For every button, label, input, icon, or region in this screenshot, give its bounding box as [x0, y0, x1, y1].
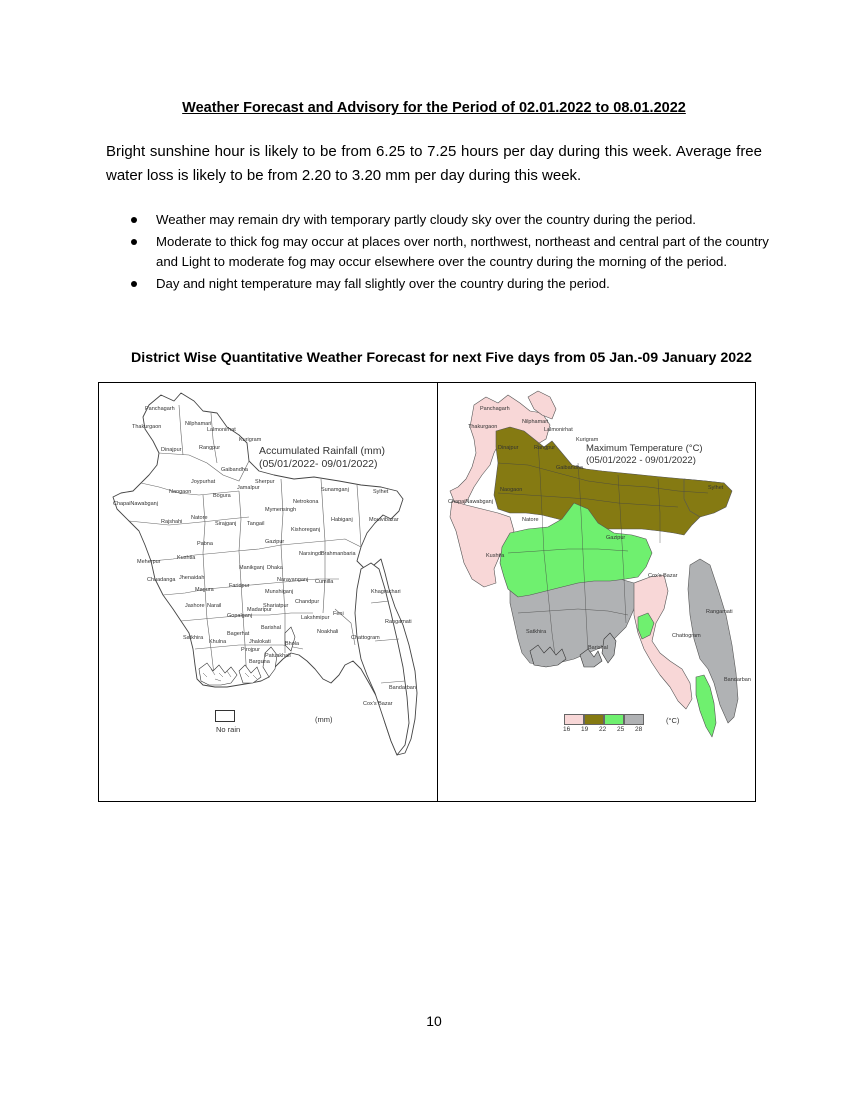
- district-label: Joypurhat: [191, 479, 216, 485]
- temperature-legend-tick: 28: [635, 726, 643, 733]
- page-number: 10: [426, 1013, 442, 1029]
- district-label: Madaripur: [247, 607, 272, 613]
- district-label: Chandpur: [295, 599, 320, 605]
- district-label: Jamalpur: [237, 485, 260, 491]
- temperature-legend-swatch: [624, 714, 644, 725]
- district-label: Shariatpur: [263, 603, 289, 609]
- page-title: Weather Forecast and Advisory for the Period of 02.01.2022 to 08.01.2022: [182, 100, 686, 116]
- district-label: Jhalokati: [249, 639, 271, 645]
- district-label: Khulna: [209, 639, 227, 645]
- rainfall-map-title-line2: (05/01/2022- 09/01/2022): [259, 458, 378, 470]
- temperature-unit-label: (°C): [666, 716, 680, 725]
- district-label: Cox's Bazar: [363, 701, 393, 707]
- district-label: Kushtia: [486, 553, 505, 559]
- district-label: Munshiganj: [265, 589, 294, 595]
- district-label: Rangamati: [706, 609, 733, 615]
- district-label: Dinajpur: [161, 447, 182, 453]
- district-label: Naogaon: [500, 487, 523, 493]
- temperature-map-title: [586, 443, 703, 467]
- district-label: Pirojpur: [241, 647, 260, 653]
- district-label: Lakshmipur: [301, 615, 330, 621]
- district-label: Chattogram: [672, 633, 701, 639]
- forecast-map-table: [98, 382, 756, 802]
- district-label: Feni: [333, 611, 344, 617]
- district-label: Sherpur: [255, 479, 275, 485]
- district-label: Kurigram: [576, 437, 599, 443]
- district-label: Tangail: [247, 521, 265, 527]
- district-label: Manikganj: [239, 565, 265, 571]
- district-label: Gaibandha: [221, 467, 248, 473]
- district-label: Narsingdi: [299, 551, 323, 557]
- district-label: Gazipur: [606, 535, 626, 541]
- advisory-text: Weather may remain dry with temporary partly cloudy sky over the country during the period.: [156, 212, 696, 227]
- district-label: Sylhet: [708, 485, 724, 491]
- temperature-map-title-line1: Maximum Temperature (°C): [586, 443, 703, 454]
- district-label: ChapaiNawabganj: [448, 499, 493, 505]
- district-label: Satkhira: [526, 629, 547, 635]
- temperature-map-title-line2: (05/01/2022 - 09/01/2022): [586, 455, 696, 466]
- no-rain-legend-label: No rain: [216, 725, 241, 734]
- district-label: Natore: [191, 515, 208, 521]
- district-label: Meherpur: [137, 559, 161, 565]
- section-title: District Wise Quantitative Weather Forecast for next Five days from 05 Jan.-09 January 2022: [131, 350, 752, 366]
- district-label: Cumilla: [315, 579, 334, 585]
- district-label: Sunamganj: [321, 487, 349, 493]
- district-label: Natore: [522, 517, 539, 523]
- temperature-legend-tick: 16: [563, 726, 571, 733]
- district-label: Narail: [207, 603, 222, 609]
- district-label: Satkhira: [183, 635, 204, 641]
- district-label: Kishoreganj: [291, 527, 321, 533]
- intro-paragraph: Bright sunshine hour is likely to be from 6.25 to 7.25 hours per day during this week. Average free water loss is likely to be from 2.20 to 3.20 mm per day during this week.: [106, 143, 762, 184]
- district-label: Rangpur: [199, 445, 221, 451]
- rainfall-unit-label: (mm): [315, 715, 333, 724]
- district-label: Chattogram: [351, 635, 380, 641]
- district-label: Kushtia: [177, 555, 196, 561]
- district-label: Gaibandha: [556, 465, 583, 471]
- district-label: Gazipur: [265, 539, 285, 545]
- district-label: Habiganj: [331, 517, 353, 523]
- district-label: Bagerhat: [227, 631, 250, 637]
- advisory-text: Day and night temperature may fall slightly over the country during the period.: [156, 276, 610, 291]
- district-label: Nilphamari: [185, 421, 212, 427]
- district-label: Kurigram: [239, 437, 262, 443]
- advisory-list: [130, 210, 780, 296]
- district-label: Patuakhali: [265, 653, 291, 659]
- district-label: Rajshahi: [161, 519, 183, 525]
- advisory-item: [130, 210, 780, 230]
- temp-region-green: [696, 675, 716, 737]
- temperature-legend-tick: 22: [599, 726, 607, 733]
- district-label: Thakurgaon: [468, 424, 498, 430]
- temperature-legend-tick: 25: [617, 726, 625, 733]
- temperature-legend: [564, 714, 644, 725]
- district-label: Mymensingh: [265, 507, 297, 513]
- advisory-text: Moderate to thick fog may occur at places over north, northwest, northeast and central part of the country and Light to moderate fog may occur elsewhere over the country during the morning of the period.: [156, 234, 769, 269]
- district-label: Bogura: [213, 493, 231, 499]
- district-label: Thakurgaon: [132, 424, 162, 430]
- district-label: Panchagarh: [480, 406, 510, 412]
- district-label: Lalmonirhat: [207, 427, 236, 433]
- district-label: Lalmonirhat: [544, 427, 573, 433]
- temperature-legend-ticks: [560, 726, 650, 736]
- district-label: Magura: [195, 587, 214, 593]
- no-rain-legend-swatch: [215, 710, 235, 722]
- temperature-legend-swatch: [604, 714, 624, 725]
- district-label: Narayanganj: [277, 577, 309, 583]
- district-label: Chuadanga: [147, 577, 176, 583]
- district-label: Sylhet: [373, 489, 389, 495]
- temperature-legend-swatch: [584, 714, 604, 725]
- district-label: Noakhali: [317, 629, 339, 635]
- temperature-map-panel: [438, 383, 755, 801]
- district-label: Barishal: [261, 625, 281, 631]
- district-label: Jashore: [185, 603, 205, 609]
- rainfall-map-title: [259, 445, 385, 471]
- district-label: Jhenaidah: [179, 575, 205, 581]
- temperature-legend-swatch: [564, 714, 584, 725]
- bullet-icon: [131, 217, 137, 223]
- district-label: Dhaka: [267, 565, 283, 571]
- advisory-item: [130, 232, 780, 272]
- district-label: Khagrachari: [371, 589, 401, 595]
- district-label: Sirajganj: [215, 521, 237, 527]
- bullet-icon: [131, 239, 137, 245]
- district-label: Bandarban: [724, 677, 751, 683]
- advisory-item: [130, 274, 780, 294]
- district-label: Cox's Bazar: [648, 573, 678, 579]
- district-label: Barishal: [588, 645, 608, 651]
- district-label: Moulvibazar: [369, 517, 399, 523]
- district-label: Panchagarh: [145, 406, 175, 412]
- district-label: Brahmanbaria: [321, 551, 356, 557]
- district-label: Faridpur: [229, 583, 250, 589]
- district-label: Netrokona: [293, 499, 319, 505]
- district-label: Bhola: [285, 641, 300, 647]
- rainfall-map-panel: [99, 383, 438, 801]
- district-label: Nilphamari: [522, 419, 549, 425]
- district-label: Gopalganj: [227, 613, 253, 619]
- district-label: Rangpur: [534, 445, 556, 451]
- bullet-icon: [131, 281, 137, 287]
- district-label: ChapaiNawabganj: [113, 501, 158, 507]
- district-label: Rangamati: [385, 619, 412, 625]
- temp-region-pink: [634, 575, 692, 709]
- rainfall-map-title-line1: Accumulated Rainfall (mm): [259, 445, 386, 457]
- district-label: Pabna: [197, 541, 213, 547]
- district-label: Barguna: [249, 659, 270, 665]
- district-label: Naogaon: [169, 489, 192, 495]
- temperature-legend-tick: 19: [581, 726, 589, 733]
- district-label: Dinajpur: [498, 445, 519, 451]
- district-label: Bandarban: [389, 685, 416, 691]
